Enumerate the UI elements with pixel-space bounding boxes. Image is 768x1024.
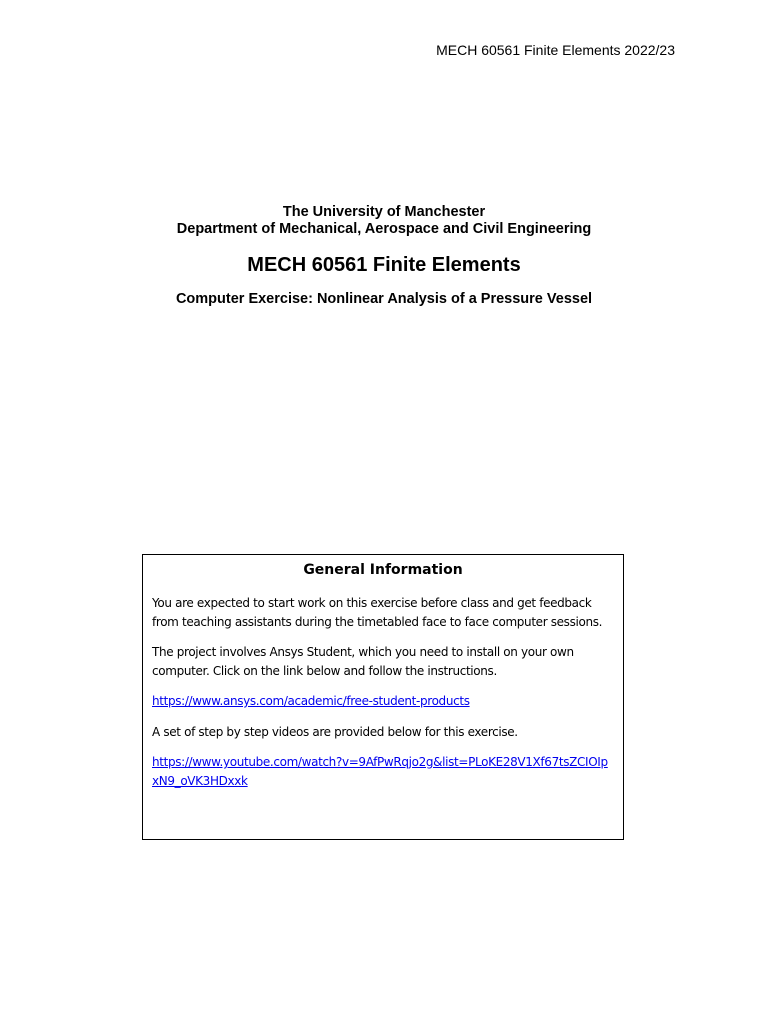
title-block: [0, 204, 768, 308]
info-link-row-ansys: [152, 692, 614, 711]
department-name: Department of Mechanical, Aerospace and Civil Engineering: [176, 221, 592, 237]
ansys-student-link[interactable]: https://www.ansys.com/academic/free-student-products: [152, 694, 470, 708]
info-paragraph-schedule: You are expected to start work on this exercise before class and get feedback from teaching assistants during the timetabled face to face computer sessions.: [152, 596, 603, 629]
university-name: The University of Manchester: [282, 204, 486, 220]
info-paragraph-install: The project involves Ansys Student, which you need to install on your own computer. Click on the link below and follow the instructions.: [152, 645, 574, 678]
info-paragraph-videos: A set of step by step videos are provided below for this exercise.: [152, 724, 518, 739]
course-title: MECH 60561 Finite Elements: [247, 254, 521, 276]
running-header: MECH 60561 Finite Elements 2022/23: [436, 42, 675, 58]
general-information-box: [142, 554, 624, 840]
youtube-playlist-link[interactable]: https://www.youtube.com/watch?v=9AfPwRqjo2g&list=PLoKE28V1Xf67tsZCIOIpxN9_oVK3HDxxk: [152, 755, 608, 788]
exercise-title: Computer Exercise: Nonlinear Analysis of a Pressure Vessel: [175, 291, 593, 307]
info-link-row-youtube: [152, 753, 614, 790]
info-box-title: General Information: [303, 562, 463, 578]
